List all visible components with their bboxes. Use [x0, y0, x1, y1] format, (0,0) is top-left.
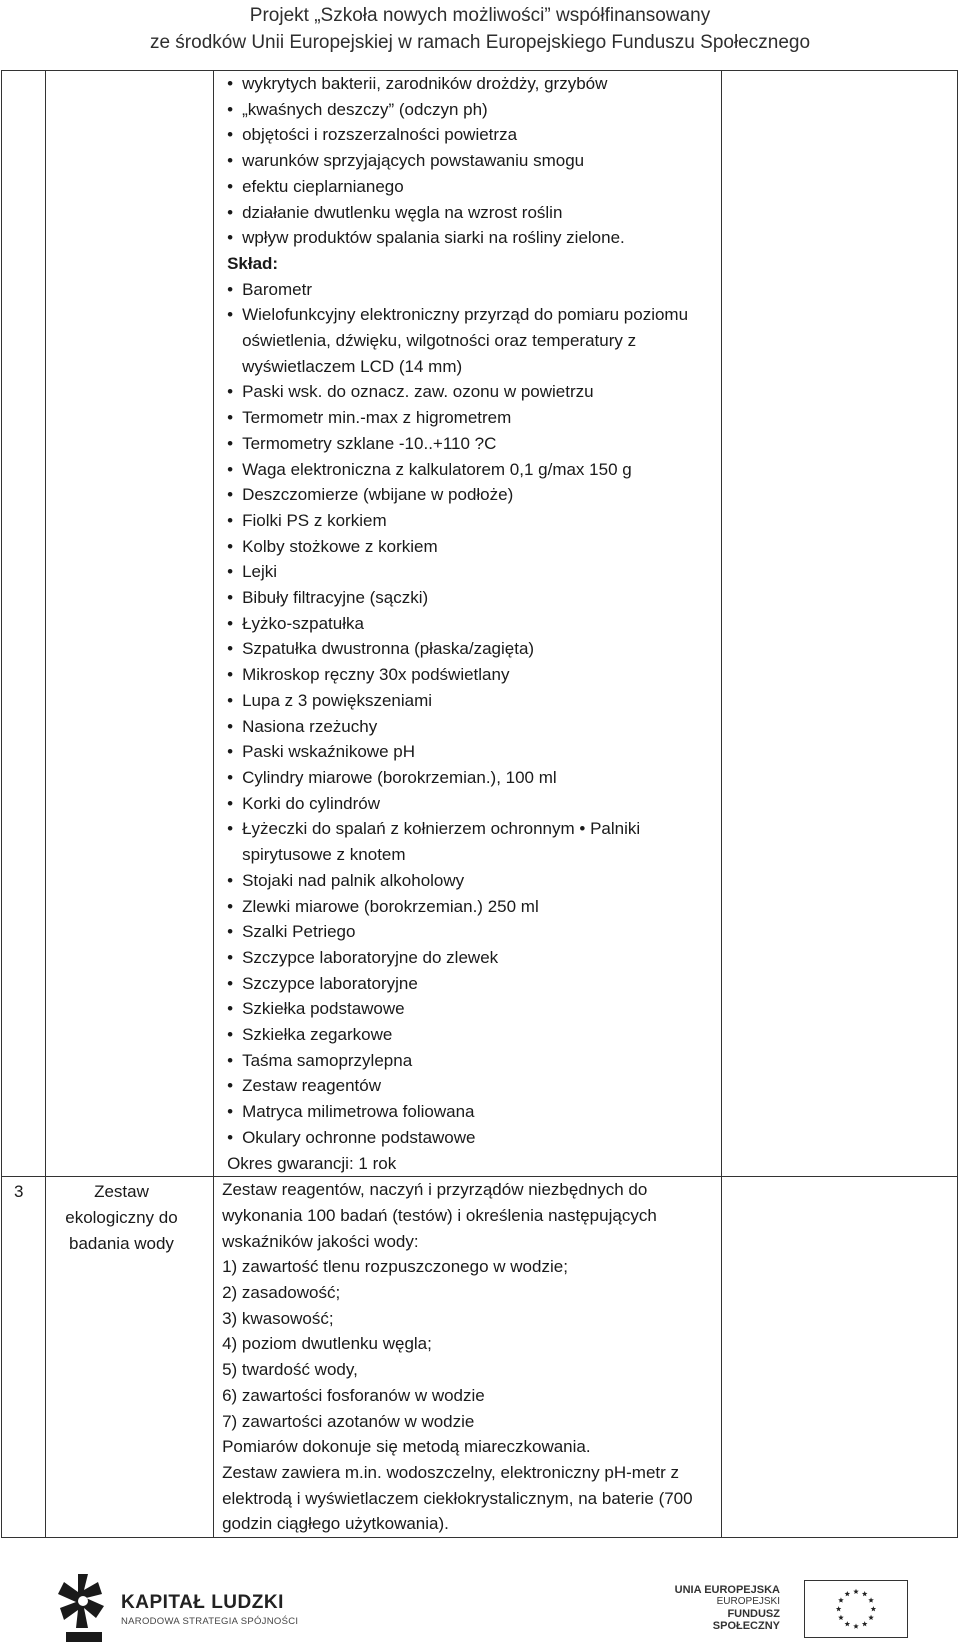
- list-item: • Szczypce laboratoryjne do zlewek: [227, 945, 715, 971]
- list-item: • działanie dwutlenku węgla na wzrost roślin: [227, 200, 715, 226]
- list-item: • Okulary ochronne podstawowe: [227, 1125, 715, 1151]
- list-item: • Szalki Petriego: [227, 919, 715, 945]
- list-item: • Stojaki nad palnik alkoholowy: [227, 868, 715, 894]
- list-item: • Termometr min.-max z higrometrem: [227, 405, 715, 431]
- list-item: • wykrytych bakterii, zarodników drożdży, grzybów: [227, 71, 715, 97]
- table-row: [2, 1177, 958, 1538]
- list-item: • Łyżeczki do spalań z kołnierzem ochronnym • Palniki spirytusowe z knotem: [227, 816, 715, 867]
- list-item: • Lejki: [227, 559, 715, 585]
- description-line: 6) zawartości fosforanów w wodzie: [222, 1385, 485, 1405]
- row-number-cell: 3: [2, 1177, 46, 1538]
- list-item: • Barometr: [227, 277, 715, 303]
- list-item: • Lupa z 3 powiększeniami: [227, 688, 715, 714]
- row-number-cell: [2, 71, 46, 1177]
- item-name-cell: [45, 71, 213, 1177]
- eu-fund-logo: [674, 1580, 908, 1640]
- page-footer: [0, 1560, 960, 1646]
- kapital-ludzki-emblem-icon: [58, 1572, 110, 1642]
- item-name-cell: Zestaw ekologiczny do badania wody: [45, 1177, 213, 1538]
- eu-star-icon: [853, 1623, 859, 1628]
- components-list: [227, 277, 715, 1151]
- eu-fund-text: [660, 1584, 780, 1632]
- list-item: • Szkiełka podstawowe: [227, 996, 715, 1022]
- eu-flag-icon: [804, 1580, 908, 1638]
- eu-line-2: EUROPEJSKI: [716, 1596, 780, 1607]
- effects-list: [227, 71, 715, 251]
- description-line: 4) poziom dwutlenku węgla;: [222, 1334, 432, 1354]
- list-item: • Szczypce laboratoryjne: [227, 971, 715, 997]
- description-line: 2) zasadowość;: [222, 1283, 341, 1303]
- description-line: 5) twardość wody,: [222, 1360, 358, 1380]
- list-item: • Bibuły filtracyjne (sączki): [227, 585, 715, 611]
- eu-star-icon: [845, 1591, 851, 1596]
- kapital-ludzki-logo: [58, 1572, 308, 1642]
- empty-cell: [721, 71, 957, 1177]
- list-item: • Matryca milimetrowa foliowana: [227, 1099, 715, 1125]
- header-line-2: ze środków Unii Europejskiej w ramach Europejskiego Funduszu Społecznego: [149, 32, 811, 53]
- eu-star-icon: [868, 1597, 874, 1602]
- page-header: [0, 0, 960, 56]
- eu-star-icon: [853, 1589, 859, 1594]
- list-item: • Deszczomierze (wbijane w podłoże): [227, 482, 715, 508]
- kapital-ludzki-subtitle: NARODOWA STRATEGIA SPÓJNOŚCI: [121, 1616, 299, 1627]
- eu-star-icon: [862, 1621, 868, 1626]
- list-item: • efektu cieplarnianego: [227, 174, 715, 200]
- item-description-cell: [214, 71, 722, 1177]
- description-line: Zestaw reagentów, naczyń i przyrządów niezbędnych do wykonania 100 badań (testów) i określenia następujących wskaźników jakości wody:: [222, 1180, 657, 1251]
- description-line: Zestaw zawiera m.in. wodoszczelny, elektroniczny pH-metr z elektrodą i wyświetlaczem ciekłokrystalicznym, na baterie (700 godzin ciągłego użytkowania).: [222, 1462, 693, 1534]
- description-line: 1) zawartość tlenu rozpuszczonego w wodzie;: [222, 1257, 568, 1277]
- item-description-cell: [214, 1177, 722, 1538]
- list-item: • Szpatułka dwustronna (płaska/zagięta): [227, 636, 715, 662]
- list-item: • Termometry szklane -10..+110 ?C: [227, 431, 715, 457]
- eu-star-icon: [862, 1591, 868, 1596]
- list-item: • Waga elektroniczna z kalkulatorem 0,1 g/max 150 g: [227, 457, 715, 483]
- list-item: • Łyżko-szpatułka: [227, 611, 715, 637]
- list-item: • Fiolki PS z korkiem: [227, 508, 715, 534]
- description-line: Pomiarów dokonuje się metodą miareczkowania.: [222, 1437, 591, 1457]
- list-item: • Nasiona rzeżuchy: [227, 714, 715, 740]
- eu-star-icon: [838, 1597, 844, 1602]
- list-item: • „kwaśnych deszczy” (odczyn ph): [227, 97, 715, 123]
- list-item: • Zestaw reagentów: [227, 1073, 715, 1099]
- eu-star-icon: [845, 1621, 851, 1626]
- eu-line-1: UNIA EUROPEJSKA: [674, 1584, 780, 1596]
- list-item: • Paski wsk. do oznacz. zaw. ozonu w powietrzu: [227, 379, 715, 405]
- eu-star-icon: [838, 1615, 844, 1620]
- list-item: • objętości i rozszerzalności powietrza: [227, 122, 715, 148]
- sklad-heading: Skład:: [227, 253, 279, 273]
- eu-star-icon: [836, 1606, 842, 1611]
- empty-cell: [721, 1177, 957, 1538]
- list-item: • Paski wskaźnikowe pH: [227, 739, 715, 765]
- list-item: • wpływ produktów spalania siarki na rośliny zielone.: [227, 225, 715, 251]
- list-item: • Mikroskop ręczny 30x podświetlany: [227, 662, 715, 688]
- list-item: • Zlewki miarowe (borokrzemian.) 250 ml: [227, 894, 715, 920]
- list-item: • Cylindry miarowe (borokrzemian.), 100 ml: [227, 765, 715, 791]
- eu-star-icon: [871, 1606, 877, 1611]
- list-item: • Szkiełka zegarkowe: [227, 1022, 715, 1048]
- table-row: [2, 71, 958, 1177]
- eu-line-3: FUNDUSZ SPOŁECZNY: [712, 1608, 780, 1632]
- list-item: • warunków sprzyjających powstawaniu smogu: [227, 148, 715, 174]
- eu-star-icon: [868, 1615, 874, 1620]
- warranty-text: Okres gwarancji: 1 rok: [227, 1153, 397, 1173]
- list-item: • Taśma samoprzylepna: [227, 1048, 715, 1074]
- header-line-1: Projekt „Szkoła nowych możliwości” współfinansowany: [249, 5, 711, 26]
- list-item: • Wielofunkcyjny elektroniczny przyrząd do pomiaru poziomu oświetlenia, dźwięku, wilgotności oraz temperatury z wyświetlaczem LCD (14 mm): [227, 302, 715, 379]
- description-line: 7) zawartości azotanów w wodzie: [222, 1411, 475, 1431]
- specification-table: [1, 70, 958, 1538]
- description-line: 3) kwasowość;: [222, 1308, 334, 1328]
- kapital-ludzki-title: KAPITAŁ LUDZKI: [121, 1592, 284, 1613]
- list-item: • Korki do cylindrów: [227, 791, 715, 817]
- list-item: • Kolby stożkowe z korkiem: [227, 534, 715, 560]
